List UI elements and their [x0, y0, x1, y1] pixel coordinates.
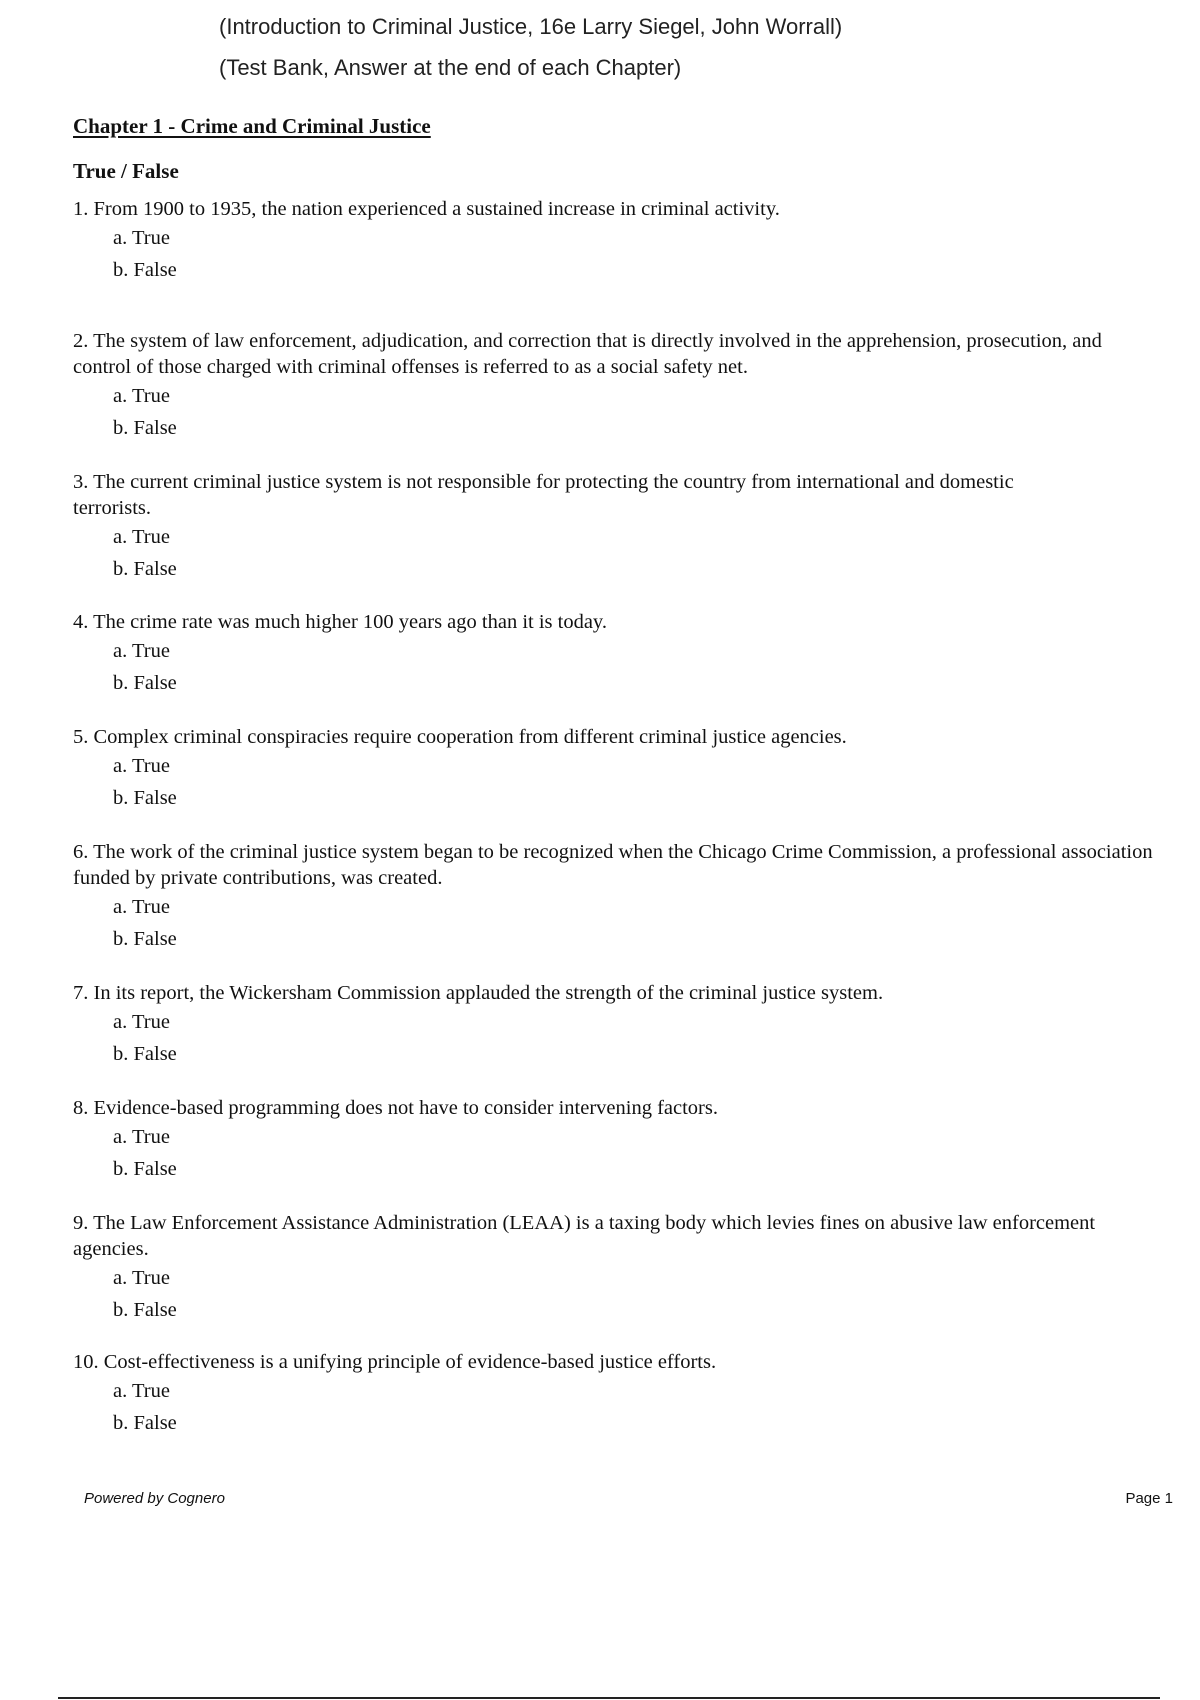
option-false: b. False [113, 259, 177, 281]
question-text: 8. Evidence-based programming does not have to consider intervening factors. [73, 1097, 718, 1119]
option-list [73, 635, 1073, 699]
question-text: 1. From 1900 to 1935, the nation experienced a sustained increase in criminal activity. [73, 198, 780, 220]
option-false: b. False [113, 1299, 177, 1321]
option-true: a. True [113, 896, 170, 918]
option-true: a. True [113, 1267, 170, 1289]
option-false: b. False [113, 1412, 177, 1434]
option-list [73, 891, 1163, 955]
section-title: True / False [73, 159, 179, 183]
option-list [73, 1375, 1073, 1439]
option-list [73, 222, 973, 286]
option-false: b. False [113, 672, 177, 694]
question-text: 4. The crime rate was much higher 100 years ago than it is today. [73, 611, 607, 633]
option-true: a. True [113, 755, 170, 777]
option-true: a. True [113, 1380, 170, 1402]
question-8 [73, 1095, 1073, 1185]
option-true: a. True [113, 227, 170, 249]
page-number: Page 1 [1125, 1490, 1173, 1507]
chapter-title: Chapter 1 - Crime and Criminal Justice [73, 114, 431, 138]
question-1 [73, 196, 973, 286]
option-list [73, 750, 1073, 814]
option-false: b. False [113, 1158, 177, 1180]
question-9 [73, 1210, 1103, 1326]
option-false: b. False [113, 558, 177, 580]
powered-by-footer: Powered by Cognero [84, 1490, 225, 1507]
page-divider [58, 1697, 1160, 1699]
question-6 [73, 839, 1163, 955]
option-list [73, 380, 1163, 444]
option-list [73, 1121, 1073, 1185]
option-false: b. False [113, 928, 177, 950]
question-text: 2. The system of law enforcement, adjudication, and correction that is directly involved in the apprehension, prosecution, and control of those charged with criminal offenses is referred to as a social safety net. [73, 330, 1102, 378]
question-4 [73, 609, 1073, 699]
question-text: 7. In its report, the Wickersham Commission applauded the strength of the criminal justice system. [73, 982, 884, 1004]
option-list [73, 1006, 1073, 1070]
question-3 [73, 469, 1043, 585]
option-true: a. True [113, 526, 170, 548]
option-list [73, 521, 1043, 585]
document-header [219, 6, 842, 88]
question-text: 3. The current criminal justice system is not responsible for protecting the country from international and domestic terrorists. [73, 471, 1014, 519]
question-10 [73, 1349, 1073, 1439]
question-text: 5. Complex criminal conspiracies require cooperation from different criminal justice agencies. [73, 726, 847, 748]
option-false: b. False [113, 417, 177, 439]
option-list [73, 1262, 1103, 1326]
question-text: 6. The work of the criminal justice system began to be recognized when the Chicago Crime Commission, a professional association funded by private contributions, was created. [73, 841, 1153, 889]
option-true: a. True [113, 1126, 170, 1148]
question-2 [73, 328, 1163, 444]
option-false: b. False [113, 787, 177, 809]
header-test-bank-note: (Test Bank, Answer at the end of each Chapter) [219, 55, 682, 80]
header-book-title: (Introduction to Criminal Justice, 16e Larry Siegel, John Worrall) [219, 14, 843, 39]
option-false: b. False [113, 1043, 177, 1065]
option-true: a. True [113, 640, 170, 662]
question-7 [73, 980, 1073, 1070]
question-text: 9. The Law Enforcement Assistance Administration (LEAA) is a taxing body which levies fines on abusive law enforcement agencies. [73, 1212, 1096, 1260]
question-text: 10. Cost-effectiveness is a unifying principle of evidence-based justice efforts. [73, 1351, 717, 1373]
option-true: a. True [113, 385, 170, 407]
option-true: a. True [113, 1011, 170, 1033]
question-5 [73, 724, 1073, 814]
